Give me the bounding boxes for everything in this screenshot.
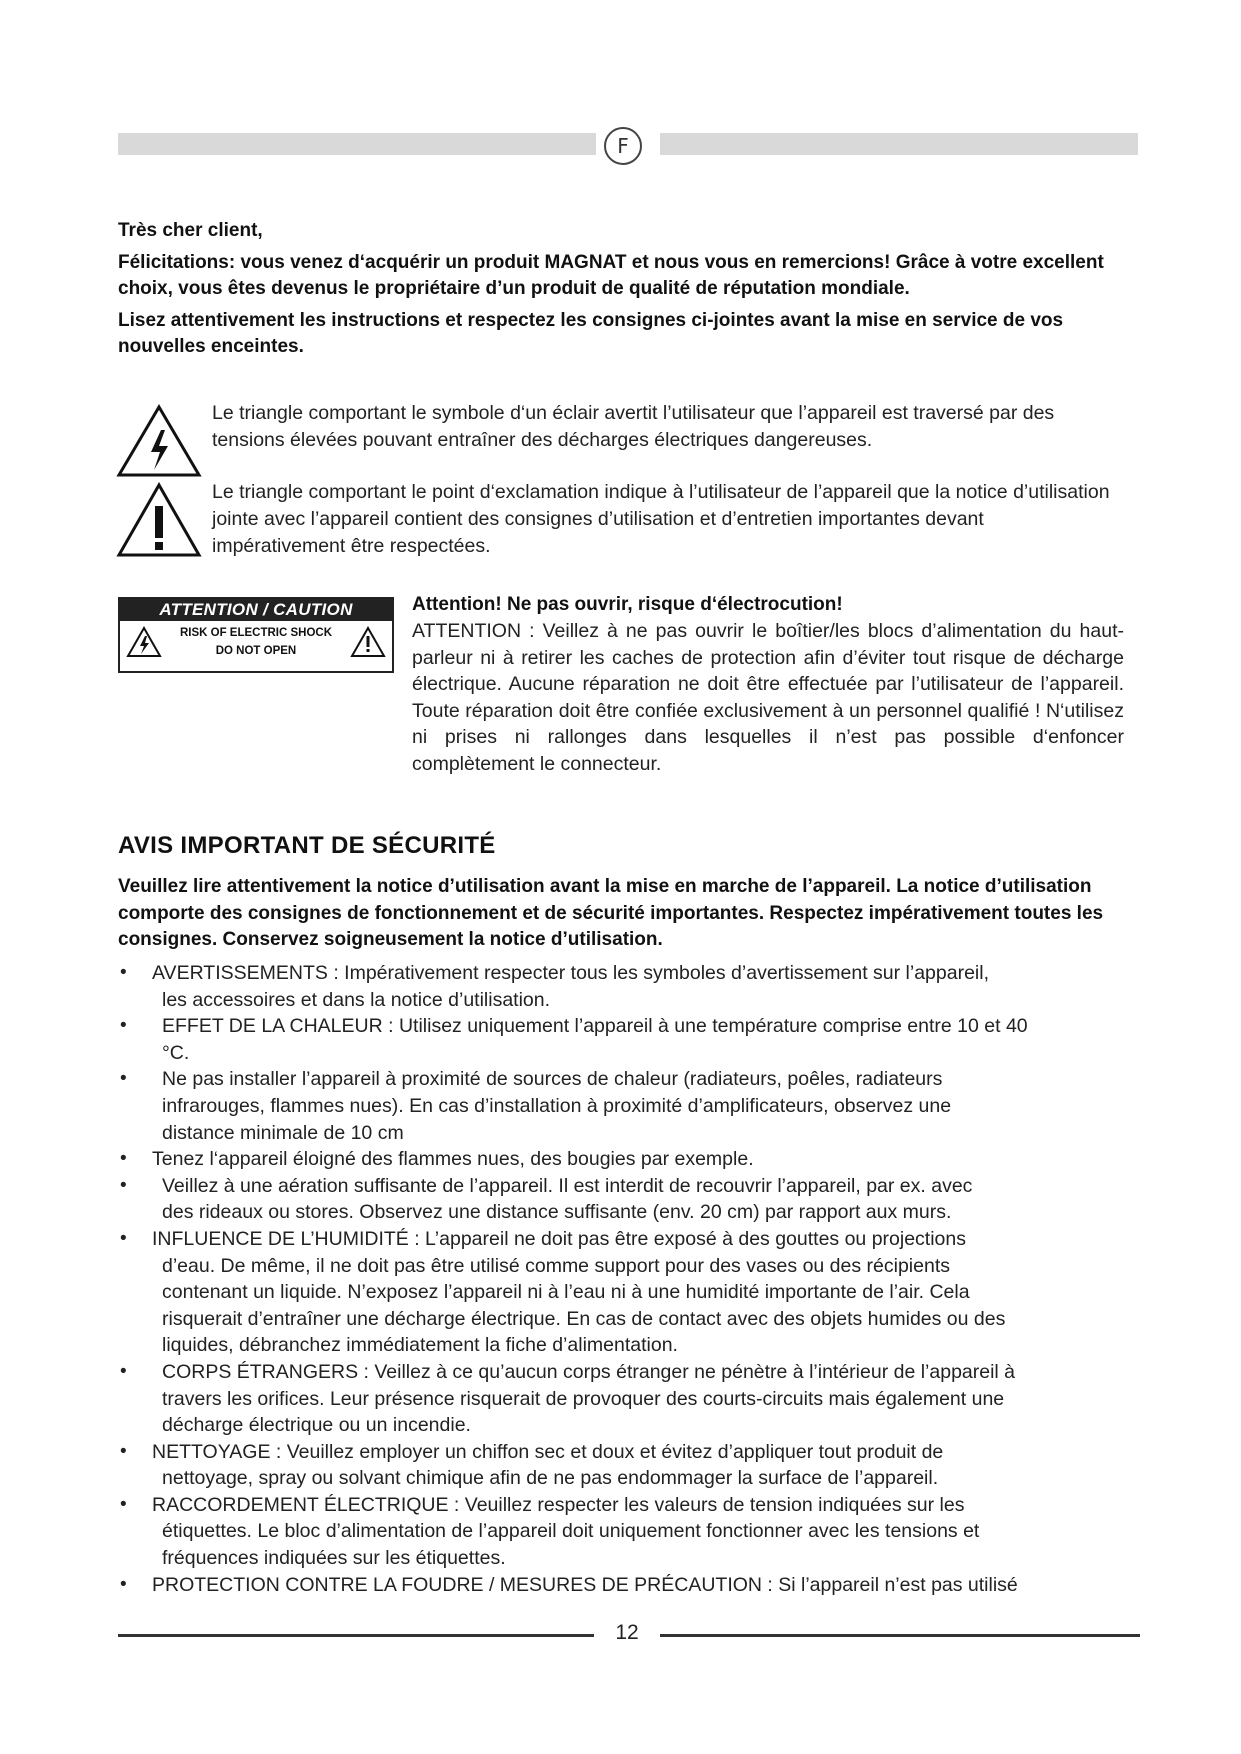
list-item: • Veillez à une aération suffisante de l’appareil. Il est interdit de recouvrir l’appareil, par ex. avec des rideaux ou stores. Observez une distance suffisante (env. 20 cm) par rapport aux murs.	[118, 1173, 1138, 1226]
list-item: • PROTECTION CONTRE LA FOUDRE / MESURES DE PRÉCAUTION : Si l’appareil n’est pas utilisé	[118, 1572, 1138, 1599]
exclamation-warning-icon	[116, 482, 202, 558]
list-item: • RACCORDEMENT ÉLECTRIQUE : Veuillez respecter les valeurs de tension indiquées sur les étiquettes. Le bloc d’alimentation de l’appareil doit uniquement fonctionner avec les tensions et fréquences indiquées sur les étiquettes.	[118, 1492, 1138, 1572]
safety-bullet-list	[118, 960, 1138, 1598]
header-bar-left	[118, 133, 596, 155]
safety-section-title: AVIS IMPORTANT DE SÉCURITÉ	[118, 832, 496, 859]
list-item: • Tenez l‘appareil éloigné des flammes nues, des bougies par exemple.	[118, 1146, 1138, 1173]
caution-label-title: ATTENTION / CAUTION	[120, 599, 392, 621]
safety-intro: Veuillez lire attentivement la notice d’utilisation avant la mise en marche de l’appareil. La notice d’utilisation comporte des consignes de fonctionnement et de sécurité importantes. Respectez impérativement toutes les consignes. Conservez soigneusement la notice d’utilisation.	[118, 876, 1104, 950]
read-instructions-paragraph: Lisez attentivement les instructions et respectez les consignes ci-jointes avant la mise en service de vos nouvelles enceintes.	[118, 310, 1064, 357]
list-item: • AVERTISSEMENTS : Impérativement respecter tous les symboles d’avertissement sur l’appareil, les accessoires et dans la notice d’utilisation.	[118, 960, 1138, 1013]
list-item: • Ne pas installer l’appareil à proximité de sources de chaleur (radiateurs, poêles, radiateurs infrarouges, flammes nues). En cas d’installation à proximité d’amplificateurs, observez une distance minimale de 10 cm	[118, 1066, 1138, 1146]
footer-rule-left	[118, 1634, 594, 1637]
exclamation-warning-text: Le triangle comportant le point d‘exclamation indique à l’utilisateur de l’appareil que la notice d’utilisation jointe avec l’appareil contient des consignes d’utilisation et d’entretien importantes devant impérativement être respectées.	[212, 481, 1110, 557]
caution-label	[118, 597, 394, 673]
caution-label-line-1: RISK OF ELECTRIC SHOCK	[179, 627, 333, 639]
attention-block	[412, 592, 1124, 778]
lightning-warning-text: Le triangle comportant le symbole d‘un éclair avertit l’utilisateur que l’appareil est traversé par des tensions élevées pouvant entraîner des décharges électriques dangereuses.	[212, 402, 1055, 451]
page-number: 12	[615, 1621, 639, 1644]
congrats-paragraph: Félicitations: vous venez d‘acquérir un produit MAGNAT et nous vous en remercions! Grâce à votre excellent choix, vous êtes devenus le propriétaire d’un produit de qualité de réputation mondiale.	[118, 252, 1104, 299]
list-item: • EFFET DE LA CHALEUR : Utilisez uniquement l’appareil à une température comprise entre 10 et 40 °C.	[118, 1013, 1138, 1066]
attention-heading: Attention! Ne pas ouvrir, risque d‘électrocution!	[412, 594, 843, 615]
caution-label-line-2: DO NOT OPEN	[215, 645, 297, 657]
lightning-warning-icon	[116, 404, 202, 478]
attention-body: ATTENTION : Veillez à ne pas ouvrir le boîtier/les blocs d’alimentation du haut-parleur ni à retirer les caches de protection afin d’éviter tout risque de décharge électrique. Aucune réparation ne doit être effectuée par l’utilisateur de l’appareil. Toute réparation doit être confiée exclusivement à un personnel qualifié ! N‘utilisez ni prises ni rallonges dans lesquelles il n’est pas possible d‘enfoncer complètement le connecteur.	[412, 620, 1124, 775]
list-item: • CORPS ÉTRANGERS : Veillez à ce qu’aucun corps étranger ne pénètre à l’intérieur de l’appareil à travers les orifices. Leur présence risquerait de provoquer des courts-circuits mais également une décharge électrique ou un incendie.	[118, 1359, 1138, 1439]
list-item: • NETTOYAGE : Veuillez employer un chiffon sec et doux et évitez d’appliquer tout produit de nettoyage, spray ou solvant chimique afin de ne pas endommager la surface de l’appareil.	[118, 1439, 1138, 1492]
header-bar-right	[660, 133, 1138, 155]
caution-exclamation-icon	[350, 626, 386, 658]
footer-rule-right	[660, 1634, 1140, 1637]
list-item: • INFLUENCE DE L’HUMIDITÉ : L’appareil ne doit pas être exposé à des gouttes ou projections d’eau. De même, il ne doit pas être utilisé comme support pour des vases ou des récipients contenant un liquide. N’exposez l’appareil ni à l’eau ni à une humidité importante de l’air. Cela risquerait d’entraîner une décharge électrique. En cas de contact avec des objets humides ou des liquides, débranchez immédiatement la fiche d’alimentation.	[118, 1226, 1138, 1359]
greeting: Très cher client,	[118, 220, 263, 241]
language-badge: F	[604, 127, 642, 165]
